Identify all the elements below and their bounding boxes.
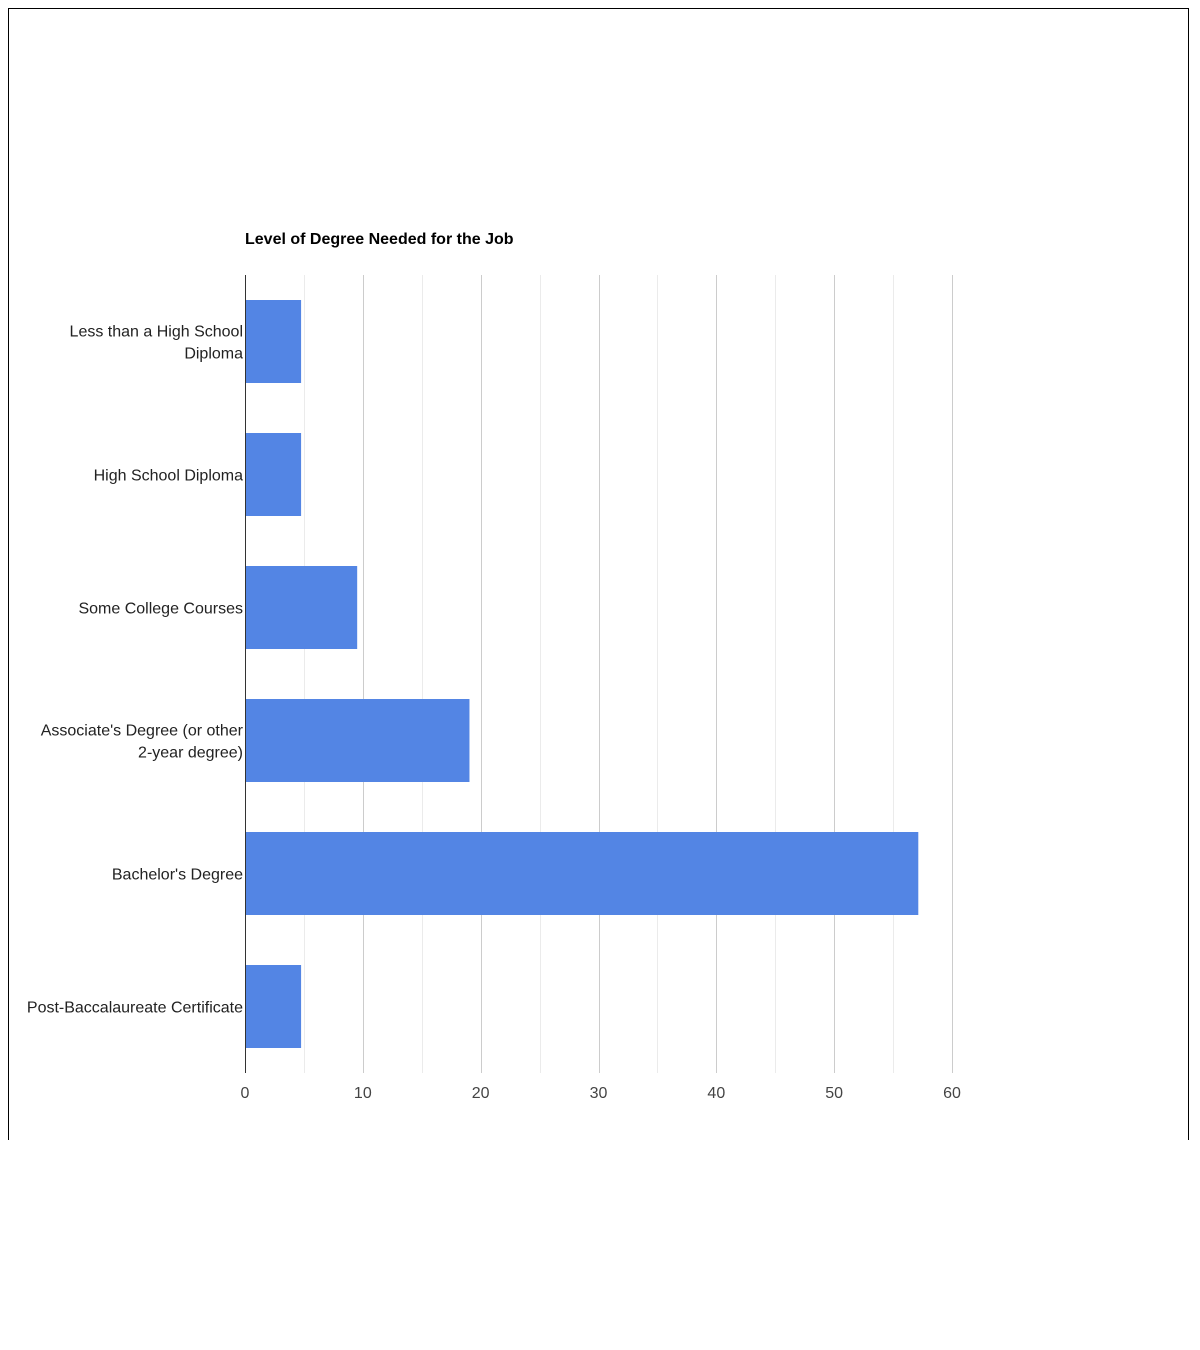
category-label-line: Post-Baccalaureate Certificate <box>26 999 243 1017</box>
category-label-line: Bachelor's Degree <box>111 866 243 884</box>
category-label-line: High School Diploma <box>93 467 243 485</box>
category-label <box>70 324 244 363</box>
gridlines <box>305 275 953 1073</box>
category-label-line: Some College Courses <box>78 600 243 618</box>
category-label-line: 2-year degree) <box>138 744 243 762</box>
category-label-line: Diploma <box>184 345 243 363</box>
bar[interactable] <box>245 832 918 915</box>
bars <box>245 300 918 1048</box>
bar[interactable] <box>245 699 469 782</box>
category-label-line: Less than a High School <box>69 323 243 341</box>
chart-title: Level of Degree Needed for the Job <box>245 231 514 248</box>
category-label <box>78 601 243 618</box>
x-tick-label: 30 <box>589 1085 608 1102</box>
category-label <box>41 723 244 762</box>
category-label <box>27 1000 243 1017</box>
x-tick-label: 10 <box>353 1085 372 1102</box>
category-label <box>94 468 244 485</box>
x-tick-label: 20 <box>471 1085 490 1102</box>
bar[interactable] <box>245 300 301 383</box>
category-label-line: Associate's Degree (or other <box>40 722 243 740</box>
category-label <box>112 867 243 884</box>
x-tick-labels <box>241 1085 961 1102</box>
x-tick-label: 40 <box>707 1085 726 1102</box>
bar[interactable] <box>245 433 301 516</box>
category-labels <box>27 324 244 1017</box>
x-tick-label: 0 <box>240 1085 250 1102</box>
x-tick-label: 50 <box>825 1085 844 1102</box>
bar[interactable] <box>245 965 301 1048</box>
bar[interactable] <box>245 566 357 649</box>
x-tick-label: 60 <box>943 1085 961 1102</box>
